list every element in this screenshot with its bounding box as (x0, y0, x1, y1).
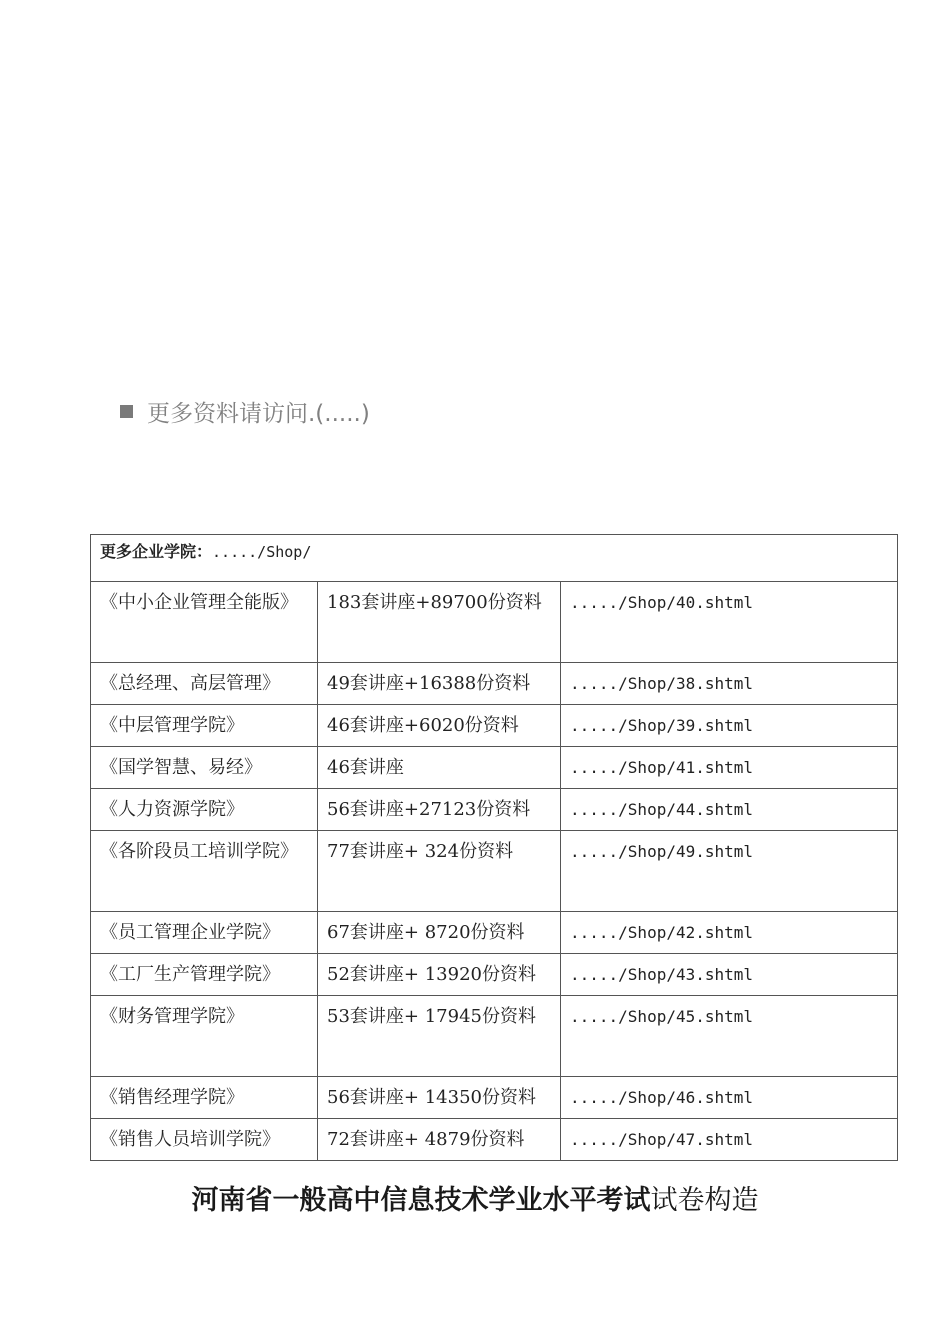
course-link[interactable]: ...../Shop/46.shtml (561, 1077, 898, 1119)
table-row (91, 996, 898, 1077)
notice-line (120, 394, 370, 428)
document-title-bold: 河南省一般高中信息技术学业水平考试 (191, 1185, 651, 1216)
course-count: 56套讲座+ 14350份资料 (318, 1077, 561, 1119)
course-count: 53套讲座+ 17945份资料 (318, 996, 561, 1077)
course-count: 72套讲座+ 4879份资料 (318, 1119, 561, 1161)
course-link[interactable]: ...../Shop/44.shtml (561, 789, 898, 831)
course-link[interactable]: ...../Shop/38.shtml (561, 663, 898, 705)
notice-text: 更多资料请访问.(.....) (147, 400, 370, 427)
course-count: 183套讲座+89700份资料 (318, 582, 561, 663)
course-name: 《人力资源学院》 (91, 789, 318, 831)
course-count: 46套讲座+6020份资料 (318, 705, 561, 747)
course-catalog-table (90, 534, 898, 1161)
document-title-rest: 试卷构造 (650, 1185, 759, 1216)
course-name: 《销售经理学院》 (91, 1077, 318, 1119)
course-link[interactable]: ...../Shop/40.shtml (561, 582, 898, 663)
header-label: 更多企业学院： (100, 542, 213, 561)
course-link[interactable]: ...../Shop/39.shtml (561, 705, 898, 747)
course-link[interactable]: ...../Shop/42.shtml (561, 912, 898, 954)
course-name: 《中小企业管理全能版》 (91, 582, 318, 663)
table-row (91, 912, 898, 954)
table-row (91, 747, 898, 789)
course-count: 49套讲座+16388份资料 (318, 663, 561, 705)
table-row (91, 705, 898, 747)
course-link[interactable]: ...../Shop/49.shtml (561, 831, 898, 912)
course-name: 《销售人员培训学院》 (91, 1119, 318, 1161)
table-row (91, 1119, 898, 1161)
course-count: 77套讲座+ 324份资料 (318, 831, 561, 912)
course-count: 46套讲座 (318, 747, 561, 789)
course-count: 67套讲座+ 8720份资料 (318, 912, 561, 954)
course-name: 《财务管理学院》 (91, 996, 318, 1077)
course-name: 《总经理、高层管理》 (91, 663, 318, 705)
document-title (0, 1178, 950, 1217)
header-url[interactable]: ...../Shop/ (212, 543, 312, 561)
course-count: 56套讲座+27123份资料 (318, 789, 561, 831)
course-name: 《各阶段员工培训学院》 (91, 831, 318, 912)
course-name: 《国学智慧、易经》 (91, 747, 318, 789)
table-row (91, 1077, 898, 1119)
table-header-cell (91, 535, 898, 582)
square-bullet-icon (120, 405, 133, 418)
course-link[interactable]: ...../Shop/47.shtml (561, 1119, 898, 1161)
table-row (91, 582, 898, 663)
table-row (91, 831, 898, 912)
course-link[interactable]: ...../Shop/41.shtml (561, 747, 898, 789)
course-link[interactable]: ...../Shop/43.shtml (561, 954, 898, 996)
course-link[interactable]: ...../Shop/45.shtml (561, 996, 898, 1077)
table-row (91, 789, 898, 831)
course-name: 《工厂生产管理学院》 (91, 954, 318, 996)
course-count: 52套讲座+ 13920份资料 (318, 954, 561, 996)
table-row (91, 954, 898, 996)
course-name: 《中层管理学院》 (91, 705, 318, 747)
table-header-row (91, 535, 898, 582)
table-row (91, 663, 898, 705)
course-name: 《员工管理企业学院》 (91, 912, 318, 954)
